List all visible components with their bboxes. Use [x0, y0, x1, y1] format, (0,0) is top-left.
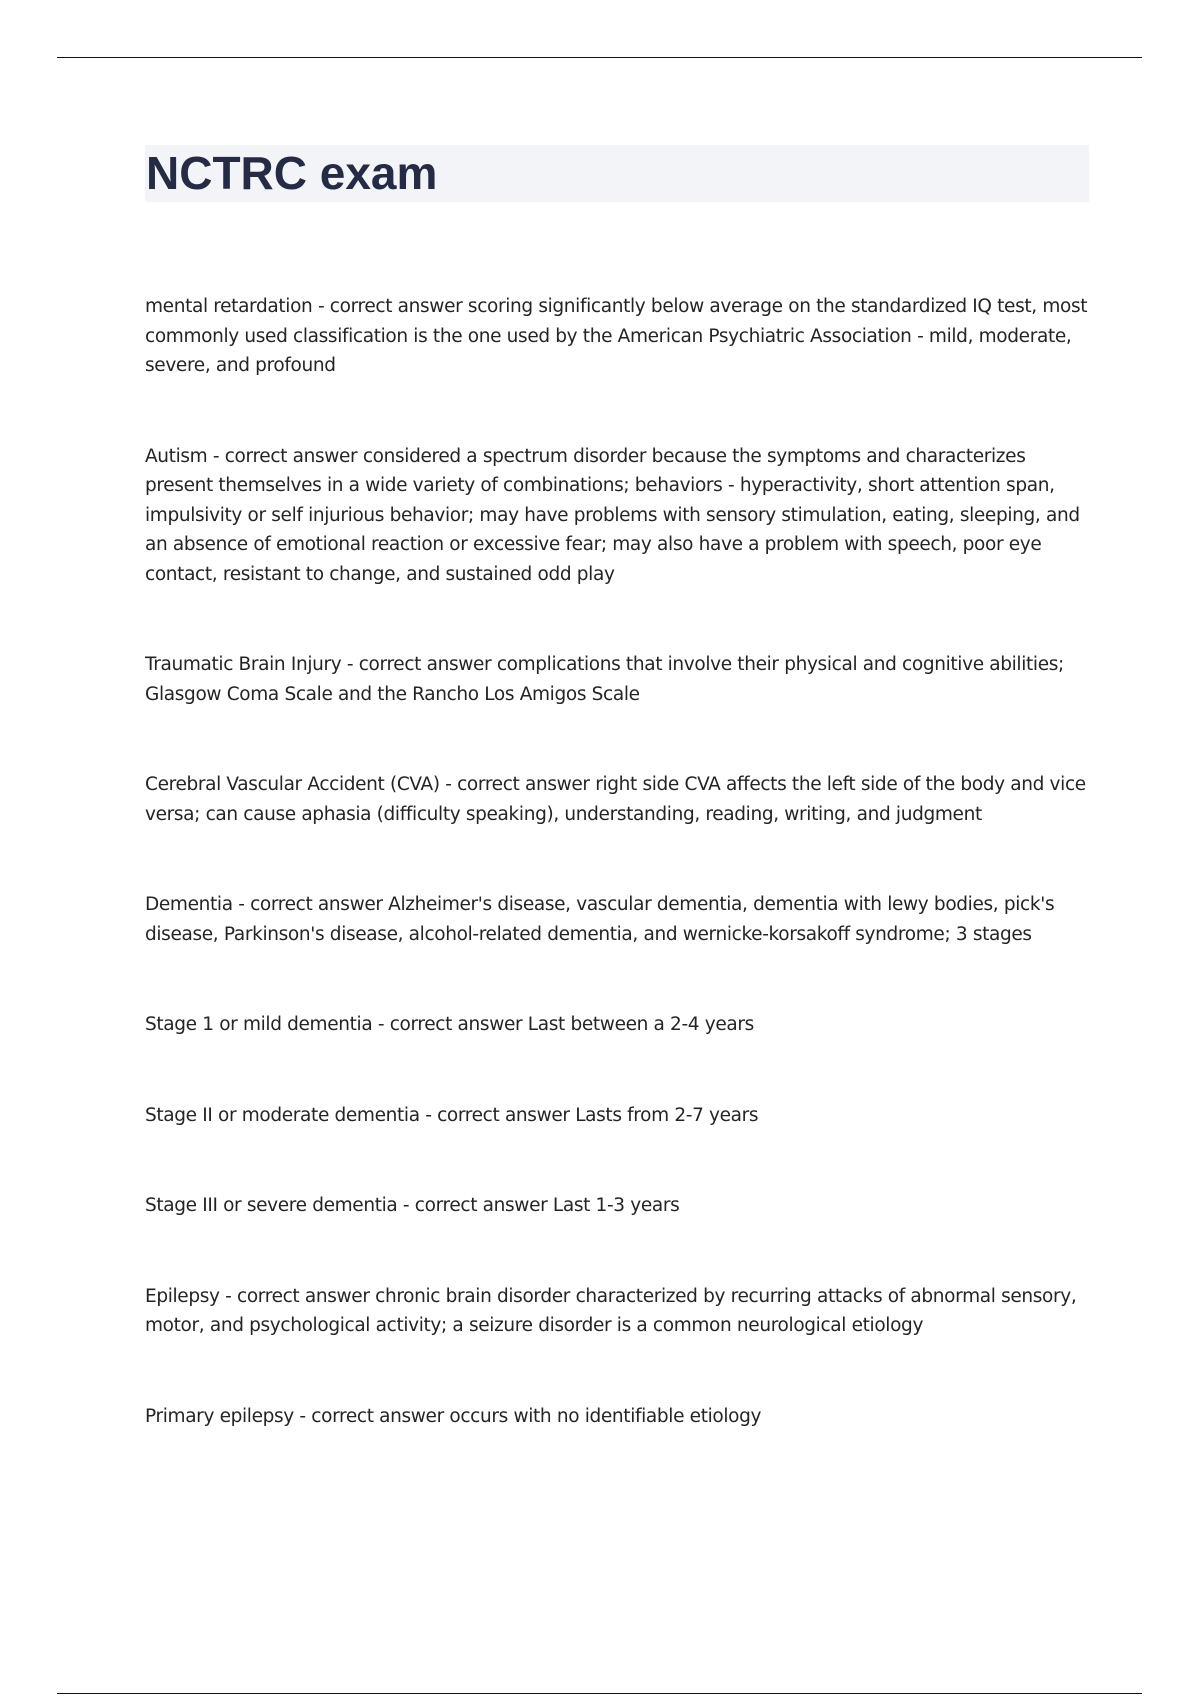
flashcard-entry: Stage 1 or mild dementia - correct answer Last between a 2-4 years: [145, 1014, 754, 1035]
flashcard-entry: Stage III or severe dementia - correct answer Last 1-3 years: [145, 1195, 680, 1216]
flashcard-entry: Dementia - correct answer Alzheimer's disease, vascular dementia, dementia with lewy bodies, pick's disease, Parkinson's disease, alcohol-related dementia, and wernicke-korsakoff syndrome; 3 stages: [145, 894, 1055, 945]
flashcard-entry: mental retardation - correct answer scoring significantly below average on the standardized IQ test, most commonly used classification is the one used by the American Psychiatric Association - mild, moderate, severe, and profound: [145, 296, 1088, 376]
bottom-divider: [57, 1693, 1142, 1694]
flashcard-entry: Primary epilepsy - correct answer occurs with no identifiable etiology: [145, 1405, 762, 1427]
top-divider: [57, 57, 1142, 58]
flashcard-entry: Traumatic Brain Injury - correct answer complications that involve their physical and cognitive abilities; Glasgow Coma Scale and the Rancho Los Amigos Scale: [145, 654, 1064, 705]
flashcard-entry: Stage II or moderate dementia - correct answer Lasts from 2-7 years: [145, 1104, 759, 1126]
flashcard-entry: Epilepsy - correct answer chronic brain disorder characterized by recurring attacks of abnormal sensory, motor, and psychological activity; a seizure disorder is a common neurological etiology: [145, 1285, 1077, 1336]
flashcard-entry: Autism - correct answer considered a spectrum disorder because the symptoms and characterizes present themselves in a wide variety of combinations; behaviors - hyperactivity, short attention span, impulsivity or self injurious behavior; may have problems with sensory stimulation, eating, sleeping, and an absence of emotional reaction or excessive fear; may also have a problem with speech, poor eye contact, resistant to change, and sustained odd play: [145, 445, 1080, 585]
flashcard-entry: Cerebral Vascular Accident (CVA) - correct answer right side CVA affects the left side of the body and vice versa; can cause aphasia (difficulty speaking), understanding, reading, writing, and judgment: [145, 774, 1086, 825]
flashcard-list: [145, 292, 1095, 1492]
page-title: NCTRC exam: [146, 147, 438, 199]
